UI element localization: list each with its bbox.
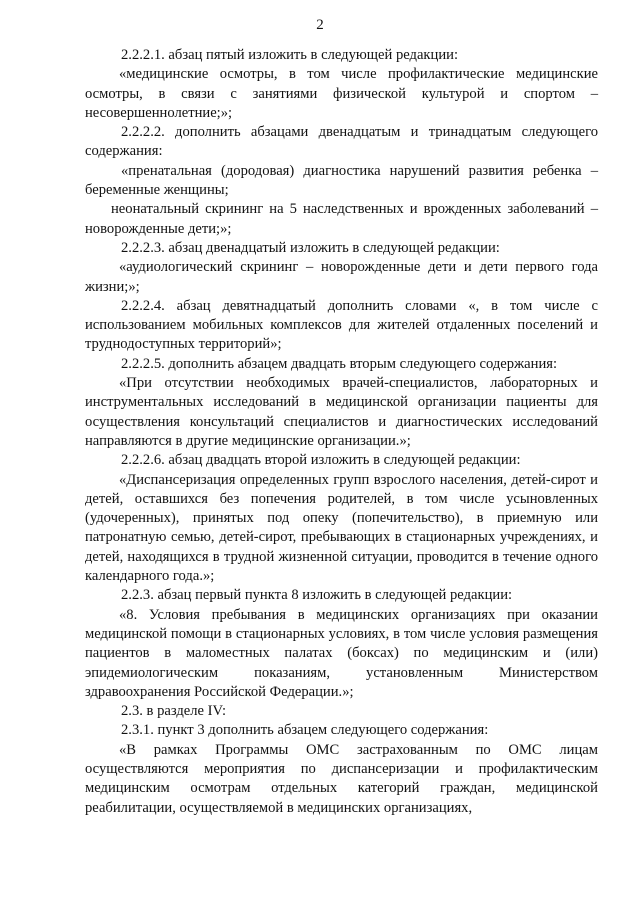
paragraph: 2.2.2.2. дополнить абзацами двенадцатым и тринадцатым следующего содержания:	[85, 124, 598, 160]
paragraph: «Диспансеризация определенных групп взрослого населения, детей-сирот и детей, оставшихся без попечения родителей, в том числе усыновленных (удочеренных), принятых под опеку (попечительство), в приемную или патронатную семью, детей-сирот, пребывающих в стационарных учреждениях, и детей, находящихся в трудной жизненной ситуации, проводится в течение одного календарного года.»;	[85, 471, 598, 585]
paragraph: 2.3. в разделе IV:	[121, 703, 227, 720]
paragraph: неонатальный скрининг на 5 наследственных и врожденных заболеваний – новорожденные дети;»;	[85, 201, 598, 237]
paragraph: «При отсутствии необходимых врачей-специалистов, лабораторных и инструментальных исследований в медицинской организации пациенты для осуществления консультаций специалистов и диагностических исследований направляются в другие медицинские организации.»;	[85, 375, 598, 449]
paragraph: «В рамках Программы ОМС застрахованным по ОМС лицам осуществляются мероприятия по диспансеризации и профилактическим медицинским осмотрам отдельных категорий граждан, медицинской реабилитации, осуществляемой в медицинских организациях,	[85, 741, 598, 816]
paragraph: «пренатальная (дородовая) диагностика нарушений развития ребенка – беременные женщины;	[85, 162, 598, 199]
paragraph: 2.2.2.6. абзац двадцать второй изложить в следующей редакции:	[121, 452, 521, 469]
paragraph: 2.3.1. пункт 3 дополнить абзацем следующего содержания:	[121, 722, 489, 739]
document-body	[85, 46, 598, 818]
paragraph: «8. Условия пребывания в медицинских организациях при оказании медицинской помощи в стационарных условиях, в том числе условия размещения пациентов в маломестных палатах (боксах) по медицинским и (или) эпидемиологическим показаниям, установленным Министерством здравоохранения Российской Федерации.»;	[85, 606, 598, 700]
page-number: 2	[316, 17, 324, 33]
paragraph: 2.2.2.1. абзац пятый изложить в следующей редакции:	[121, 47, 459, 63]
paragraph: «медицинские осмотры, в том числе профилактические медицинские осмотры, в связи с занятиями физической культурой и спортом – несовершеннолетние;»;	[85, 66, 598, 121]
paragraph: 2.2.2.5. дополнить абзацем двадцать вторым следующего содержания:	[121, 355, 558, 372]
paragraph: «аудиологический скрининг – новорожденные дети и дети первого года жизни;»;	[85, 259, 598, 295]
paragraph: 2.2.2.3. абзац двенадцатый изложить в следующей редакции:	[121, 239, 500, 256]
paragraph: 2.2.3. абзац первый пункта 8 изложить в следующей редакции:	[121, 587, 513, 604]
paragraph: 2.2.2.4. абзац девятнадцатый дополнить словами «, в том числе с использованием мобильных комплексов для жителей отдаленных поселений и труднодоступных территорий»;	[85, 297, 598, 353]
